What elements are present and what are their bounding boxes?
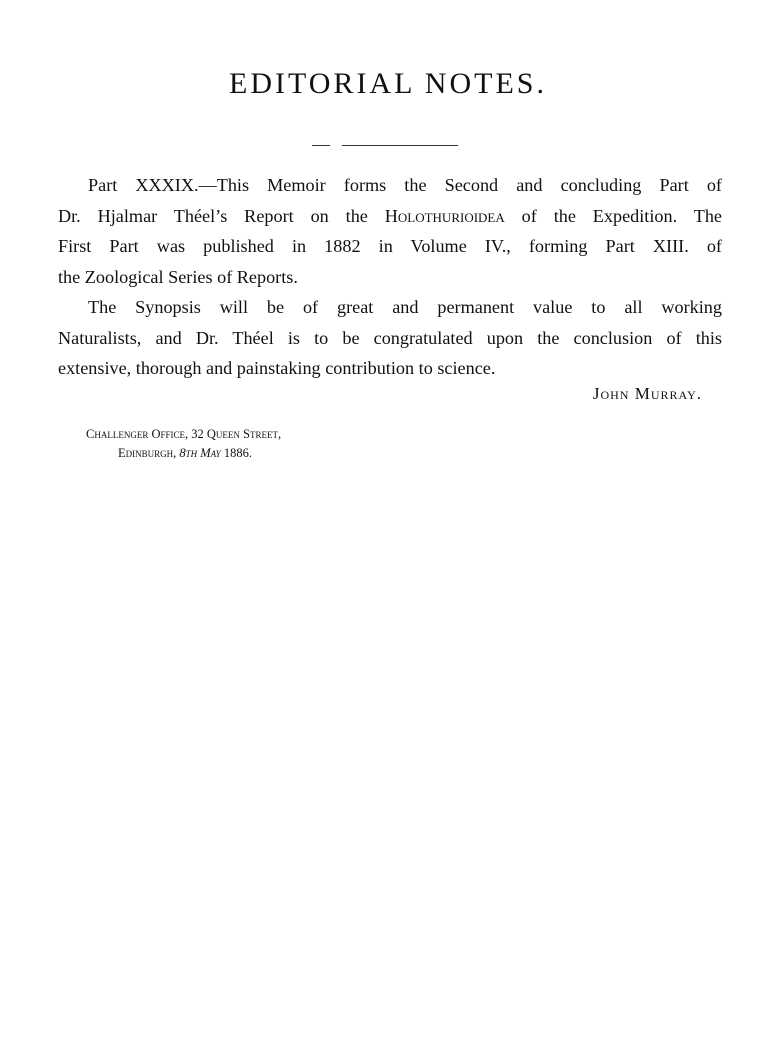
paragraph-2-line-2: Naturalists, and Dr. Théel is to be congratulated upon the conclusion of this bbox=[58, 327, 722, 348]
office-address-line-2 bbox=[86, 444, 281, 463]
office-address bbox=[86, 425, 281, 463]
office-city: Edinburgh, bbox=[118, 446, 180, 460]
paragraph-2 bbox=[58, 292, 722, 384]
paragraph-1-line-1: Part XXXIX.—This Memoir forms the Second and concluding Part of bbox=[88, 175, 722, 195]
paragraph-1-line-3: First Part was published in 1882 in Volume IV., forming Part XIII. of bbox=[58, 236, 722, 256]
office-address-line-1: Challenger Office, 32 Queen Street, bbox=[86, 427, 282, 441]
paragraph-1-line-2 bbox=[58, 201, 722, 232]
paragraph-1-line-4: the Zoological Series of Reports. bbox=[58, 266, 298, 287]
paragraph-1 bbox=[58, 170, 722, 292]
office-date: 8th May bbox=[179, 446, 221, 460]
paragraph-1-line-2-start: Dr. Hjalmar Théel’s Report on the bbox=[58, 205, 385, 226]
office-year: 1886. bbox=[220, 446, 252, 460]
paragraph-1-line-2-end: of the Expedition. The bbox=[504, 205, 722, 226]
holothurioidea-term: Holothurioidea bbox=[384, 205, 505, 226]
page-title: EDITORIAL NOTES. bbox=[229, 67, 547, 100]
signature: John Murray. bbox=[592, 384, 702, 403]
title-divider-gap bbox=[330, 143, 342, 148]
editorial-body bbox=[58, 170, 722, 384]
paragraph-2-line-1: The Synopsis will be of great and permanent value to all working bbox=[88, 297, 722, 317]
paragraph-2-line-3: extensive, thorough and painstaking contribution to science. bbox=[58, 358, 496, 378]
